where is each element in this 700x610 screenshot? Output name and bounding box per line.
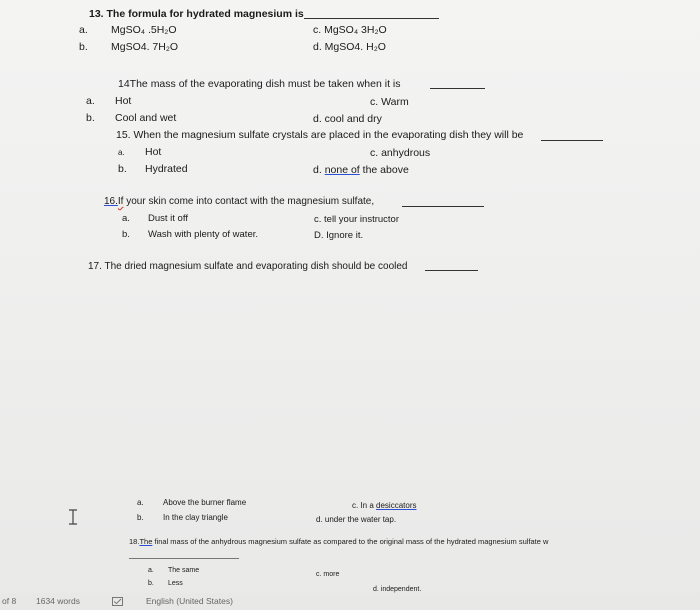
q16-option-b-letter: b.: [122, 229, 130, 240]
q16-number: 16.: [104, 196, 118, 207]
proofing-icon[interactable]: [112, 597, 123, 606]
q13-option-c: c. MgSO₄ 3H₂O: [313, 24, 387, 36]
q18-number: 18.: [129, 537, 140, 546]
q18-option-d: d. independent.: [373, 586, 422, 593]
question-13: 13. The formula for hydrated magnesium is: [89, 8, 304, 20]
q17-option-b-letter: b.: [137, 513, 144, 522]
q14-option-b-letter: b.: [86, 112, 95, 124]
q14-option-d: d. cool and dry: [313, 113, 382, 125]
question-17: 17. The dried magnesium sulfate and evaporating dish should be cooled: [88, 261, 408, 272]
q17-option-a: Above the burner flame: [163, 498, 247, 507]
q16-option-a: Dust it off: [148, 213, 188, 224]
q18-option-a-letter: a.: [148, 567, 154, 574]
q18-option-c: c. more: [316, 571, 340, 578]
question-15: 15. When the magnesium sulfate crystals are placed in the evaporating dish they will be: [116, 129, 524, 141]
language-indicator[interactable]: English (United States): [146, 596, 233, 606]
q18-option-b-letter: b.: [148, 580, 154, 587]
q13-option-a-letter: a.: [79, 24, 88, 36]
q15-option-a-letter: a.: [118, 148, 125, 157]
q16-option-c: c. tell your instructor: [314, 214, 399, 225]
q15-option-c: c. anhydrous: [370, 147, 431, 159]
q13-option-b-letter: b.: [79, 41, 88, 53]
q15-option-d: [313, 164, 409, 177]
q15-option-a: Hot: [145, 146, 162, 158]
word-count[interactable]: 1634 words: [36, 596, 80, 606]
question-16: [104, 195, 374, 208]
q18-option-a: The same: [168, 567, 200, 574]
q15-option-b: Hydrated: [145, 163, 188, 175]
answer-blank-17: [425, 270, 478, 271]
q17-option-a-letter: a.: [137, 498, 144, 507]
q13-option-d: d. MgSO4. H₂O: [313, 41, 386, 53]
answer-blank-13: [304, 18, 439, 19]
q17-option-b: In the clay triangle: [163, 513, 228, 522]
q15-option-b-letter: b.: [118, 163, 127, 175]
q15-option-d-underlined: none of: [324, 164, 360, 176]
text-cursor-icon: [67, 509, 79, 525]
q15-option-d-suffix: the above: [362, 164, 409, 176]
q18-rest: final mass of the anhydrous magnesium sulfate as compared to the original mass of the hydrated magnesium sulfate w: [152, 537, 549, 546]
q14-option-a-letter: a.: [86, 95, 95, 107]
q17-option-c: [352, 501, 417, 511]
q17-option-c-prefix: c. In a: [352, 501, 374, 510]
q14-option-a: Hot: [115, 95, 132, 107]
q16-if-word: If: [117, 196, 124, 207]
q16-rest: your skin come into contact with the magnesium sulfate,: [123, 196, 375, 207]
q14-option-b: Cool and wet: [115, 112, 177, 124]
q17-option-d: d. under the water tap.: [316, 515, 397, 524]
q13-option-a: MgSO₄ .5H₂O: [111, 24, 177, 36]
status-bar: [0, 593, 700, 610]
q14-option-c: c. Warm: [370, 96, 409, 108]
q16-option-a-letter: a.: [122, 213, 130, 224]
q13-option-b: MgSO4. 7H₂O: [111, 41, 179, 53]
question-18: [129, 537, 548, 546]
question-14: 14The mass of the evaporating dish must be taken when it is: [118, 78, 401, 90]
answer-blank-15: [541, 140, 603, 141]
answer-blank-14: [430, 88, 485, 89]
q16-option-b: Wash with plenty of water.: [148, 229, 259, 240]
q17-option-c-underlined: desiccators: [376, 501, 417, 510]
answer-blank-16: [402, 206, 484, 207]
q16-option-d: D. Ignore it.: [314, 230, 364, 241]
q18-option-b: Less: [168, 580, 183, 587]
q15-option-d-prefix: d.: [313, 164, 322, 176]
page-count[interactable]: of 8: [2, 596, 17, 606]
answer-blank-18: [129, 558, 239, 559]
q18-the-word: The: [139, 537, 153, 546]
